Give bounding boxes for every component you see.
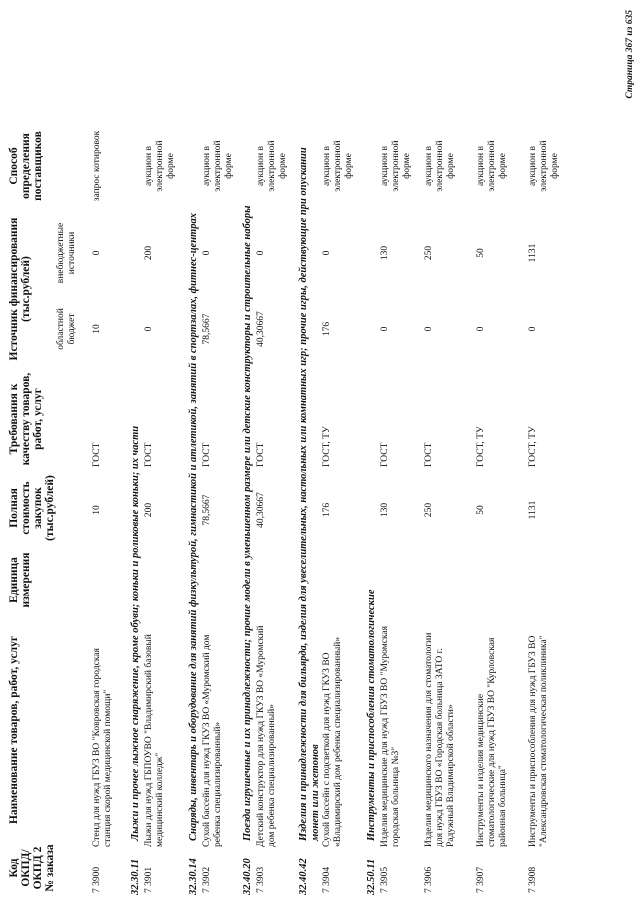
group-title: Изделия и принадлежности для бильярда, изделия для увеселительных, настольных или комнатных игр; прочие игры, действующие при опускании монет или жетонов [298,147,321,841]
item-requirements: ГОСТ [92,442,102,467]
row-number: 7 3908 [528,866,538,893]
item-name: Изделия медицинского назначения для стоматологии для нужд ГБУЗ ВО «Городская больница ЗАТО г. Радужный Владимирской области» [424,632,456,847]
item-name: Лыжи для нужд ГБПОУВО "Владимирский базовый медицинский колледж" [144,634,165,847]
item-budget: 40,30667 [256,311,266,347]
item-budget: 10 [92,324,102,334]
header-requirements: Требования к качеству товаров, работ, услуг [8,372,44,466]
item-method: запрос котировок [92,130,102,202]
group-code: 32.40.20 [242,858,253,895]
item-requirements: ГОСТ, ТУ [528,426,538,467]
item-extra: 0 [322,250,332,256]
header-fin-extra: внебюджетные источники [56,222,77,284]
item-method: аукцион в электронной форме [144,140,176,192]
item-requirements: ГОСТ, ТУ [322,426,332,467]
item-name: Изделия медицинские для нужд ГБУЗ ВО "Муромская городская больница №3" [380,625,401,847]
row-number: 7 3900 [92,866,102,893]
item-total: 10 [92,505,102,515]
item-budget: 0 [380,326,390,332]
group-title: Инструменты и приспособления стоматологические [366,589,377,841]
row-number: 7 3901 [144,866,154,893]
item-method: аукцион в электронной форме [202,140,234,192]
row-number: 7 3907 [476,866,486,893]
item-name: Детский конструктор для нужд ГКУЗ ВО «Муромский дом ребенка специализированный» [256,625,277,847]
group-code: 32.50.11 [366,858,377,895]
item-method: аукцион в электронной форме [476,140,508,192]
group-title: Лыжи и прочее лыжное снаряжение, кроме обуви; коньки и роликовые коньки; их части [130,425,141,841]
item-method: аукцион в электронной форме [528,140,560,192]
item-method: аукцион в электронной форме [322,140,354,192]
page-number: Страница 367 из 635 [625,10,635,99]
item-budget: 0 [144,326,154,332]
item-total: 250 [424,502,434,518]
item-extra: 0 [256,250,266,256]
item-requirements: ГОСТ, ТУ [476,426,486,467]
item-extra: 1131 [528,243,538,263]
group-title: Снаряды, инвентарь и оборудование для занятий физкультурой, гимнастикой и атлетикой, занятий в спортзалах, фитнес-центрах [188,213,199,841]
item-requirements: ГОСТ [144,442,154,467]
item-total: 50 [476,505,486,515]
header-code: Код ОКПД/ ОКПД 2 № заказа [8,844,56,892]
header-name: Наименование товаров, работ, услуг [8,635,20,825]
group-code: 32.30.14 [188,858,199,895]
item-requirements: ГОСТ [202,442,212,467]
item-name: Сухой бассейн с подсветкой для нужд ГКУЗ ВО «Владимирский дом ребенка специализированный» [322,636,343,847]
item-method: аукцион в электронной форме [256,140,288,192]
item-extra: 0 [202,250,212,256]
item-extra: 200 [144,245,154,261]
item-extra: 50 [476,248,486,258]
item-method: аукцион в электронной форме [424,140,456,192]
row-number: 7 3904 [322,866,332,893]
row-number: 7 3905 [380,866,390,893]
header-financing: Источник финансирования (тыс.рублей) [8,217,32,361]
header-method: Способ определения поставщиков [8,131,44,201]
item-total: 176 [322,502,332,518]
item-total: 78,5667 [202,494,212,526]
item-name: Стенд для нужд ГБУЗ ВО "Ковровская городская станция скорой медицинской помощи" [92,648,113,847]
item-extra: 130 [380,245,390,261]
item-budget: 0 [528,326,538,332]
item-budget: 176 [322,321,332,337]
item-budget: 0 [476,326,486,332]
item-budget: 78,5667 [202,313,212,345]
group-code: 32.40.42 [298,858,309,895]
header-unit: Единица измерения [8,552,32,608]
item-total: 200 [144,502,154,518]
item-method: аукцион в электронной форме [380,140,412,192]
item-total: 130 [380,502,390,518]
row-number: 7 3903 [256,866,266,893]
item-extra: 0 [92,250,102,256]
item-requirements: ГОСТ [256,442,266,467]
item-budget: 0 [424,326,434,332]
item-requirements: ГОСТ [424,442,434,467]
item-name: Инструменты и изделия медицинские стоматологические для нужд ГБУЗ ВО "Курловская районная больница" [476,637,508,847]
group-code: 32.30.11 [130,858,141,895]
item-extra: 250 [424,245,434,261]
item-name: Сухой бассейн для нужд ГКУЗ ВО «Муромский дом ребенка специализированный» [202,634,223,847]
item-name: Инструменты и приспособления для нужд ГБУЗ ВО "Александровская стоматологическая поликлиника" [528,635,549,847]
table-body [92,0,612,905]
header-fin-budget: областной бюджет [56,308,77,350]
item-requirements: ГОСТ [380,442,390,467]
row-number: 7 3906 [424,866,434,893]
item-total: 1131 [528,500,538,520]
row-number: 7 3902 [202,866,212,893]
item-total: 40,30667 [256,492,266,528]
group-title: Поезда игрушечные и их принадлежности; прочие модели в уменьшенном размере или детские конструкторы и строительные наборы [242,205,253,841]
header-total: Полная стоимость закупок (тыс.рублей) [8,475,56,541]
